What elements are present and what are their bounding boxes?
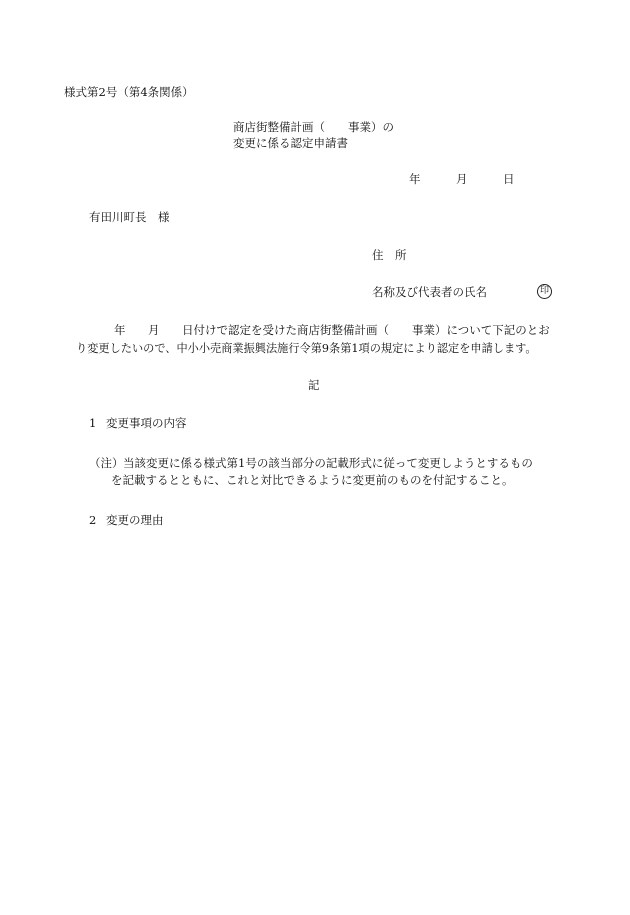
note-line-2: を記載するとともに、これと対比できるように変更前のものを付記すること。	[111, 473, 514, 487]
date-month: 月	[456, 172, 468, 186]
date-day: 日	[503, 172, 515, 186]
body-line-2: り変更したいので、中小小売商業振興法施行令第9条第1項の規定により認定を申請します。	[76, 342, 537, 355]
date-year: 年	[409, 172, 421, 186]
item-2-number: 2	[89, 513, 97, 527]
form-number: 様式第2号（第4条関係）	[64, 85, 194, 99]
note-line-1: 当該変更に係る様式第1号の該当部分の記載形式に従って変更しようとするもの	[123, 456, 533, 470]
addressee: 有田川町長 様	[89, 210, 170, 224]
item-1-label: 変更事項の内容	[106, 416, 187, 430]
seal-mark: 印	[537, 284, 552, 299]
body-year: 年	[114, 323, 126, 337]
item-2-label: 変更の理由	[106, 513, 164, 527]
title-line-1: 商店街整備計画（ 事業）の	[233, 120, 394, 134]
name-label: 名称及び代表者の氏名	[372, 285, 487, 299]
address-label: 住 所	[372, 248, 407, 262]
body-month: 月	[148, 323, 160, 337]
title-line-2: 変更に係る認定申請書	[233, 136, 348, 150]
body-line-1: 日付けで認定を受けた商店街整備計画（ 事業）について下記のとお	[182, 323, 550, 337]
ki-heading: 記	[308, 378, 320, 392]
note-label: （注）	[89, 456, 124, 470]
item-1-number: 1	[89, 416, 97, 430]
